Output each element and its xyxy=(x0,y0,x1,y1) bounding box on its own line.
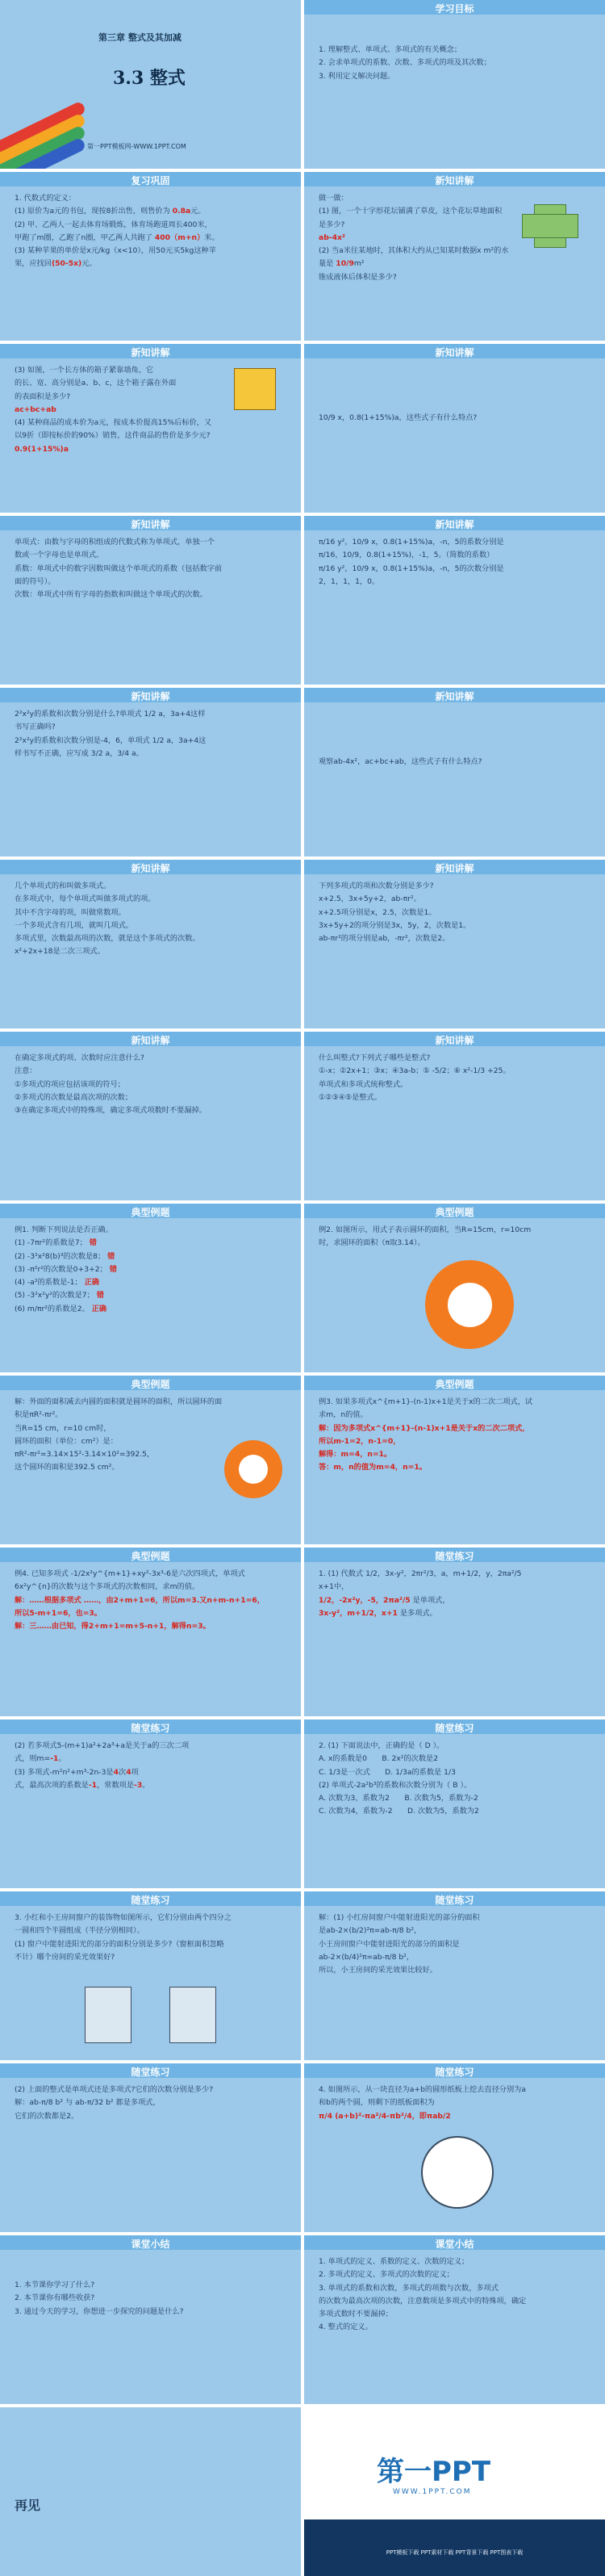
slide-content xyxy=(15,1912,291,1965)
line: 它们的次数都是2。 xyxy=(15,2111,79,2121)
line: 1/2，-2x²y，-5，2πa²/5 是单项式， xyxy=(319,1595,450,1605)
slide-content xyxy=(319,1740,595,1820)
line: 1. 单项式的定义、系数的定义、次数的定义； xyxy=(319,2257,469,2266)
line: ①多项式的项应包括该项的符号； xyxy=(15,1079,125,1089)
slide-content xyxy=(15,881,291,960)
line: 其中不含字母的项，叫做常数项。 xyxy=(15,907,126,917)
circle-figure xyxy=(421,2136,494,2209)
line: 所以，小王房间的采光效果比较好。 xyxy=(319,1966,437,1975)
line: 2²x²y的系数和次数分别是什么?单项式 1/2 a，3a+4这样 xyxy=(15,710,206,718)
slide-content xyxy=(319,756,595,769)
line: 数或一个字母也是单项式。 xyxy=(15,551,104,560)
line: 2. 本节课你有哪些收获? xyxy=(15,2293,95,2303)
goal-1: 1. 理解整式、单项式、多项式的有关概念； xyxy=(319,45,462,54)
slide-header: 典型例题 xyxy=(131,1551,170,1562)
line: 式，则m=-1。 xyxy=(15,1754,66,1764)
line: C. 次数为4，系数为-2 D. 次数为5，系数为2 xyxy=(319,1807,479,1816)
line: 是多少? xyxy=(319,220,345,229)
line: 甲跑了m圈，乙跑了n圈，甲乙两人共跑了 400（m+n）米。 xyxy=(15,232,219,242)
slide-header: 典型例题 xyxy=(131,1207,170,1218)
line: C. 1/3是一次式 D. 1/3a的系数是 1/3 xyxy=(319,1767,456,1777)
slide-header: 典型例题 xyxy=(131,1379,170,1390)
slide-new-knowledge-8 xyxy=(0,860,301,1028)
brand-logo: 第一PPT xyxy=(377,2456,491,2488)
line: ab-2×(b/4)²π=ab-π/8 b²， xyxy=(319,1952,415,1962)
line: 观察ab-4x²，ac+bc+ab，这些式子有什么特点? xyxy=(319,757,482,766)
slide-content xyxy=(15,537,291,602)
slide-header: 随堂练习 xyxy=(435,1551,474,1562)
box-figure xyxy=(234,368,276,410)
slide-practice-7 xyxy=(304,2063,605,2232)
slide-header: 复习巩固 xyxy=(131,175,170,186)
line: 单项式：由数与字母的积组成的代数式称为单项式，单独一个 xyxy=(15,538,215,547)
line: 注意： xyxy=(15,1066,37,1076)
line: (1) 图，一个十字形花坛铺满了草皮，这个花坛草地面积 xyxy=(319,207,503,216)
goal-2: 2. 会求单项式的系数、次数、多项式的项及其次数； xyxy=(319,58,491,68)
line: 面的符号）。 xyxy=(15,576,56,586)
slide-content xyxy=(15,1053,291,1118)
line: (1) -7πr²的系数是7； 错 xyxy=(15,1238,97,1248)
slide-content xyxy=(319,44,595,84)
line: 解：外面的面积减去内圆的面积就是圆环的面积，所以圆环的面 xyxy=(15,1397,223,1406)
line: 不计）哪个房间的采光效果好? xyxy=(15,1952,115,1962)
line: 在多项式中，每个单项式叫做多项式的项。 xyxy=(15,894,156,904)
line: (3) 如图，一个长方体的箱子紧靠墙角，它 xyxy=(15,366,154,375)
line: 圆环的面积（单位：cm²）是： xyxy=(15,1436,118,1446)
line: A. 次数为3，系数为2 B. 次数为5，系数为-2 xyxy=(319,1794,478,1803)
slide-header: 典型例题 xyxy=(435,1207,474,1218)
slide-header: 新知讲解 xyxy=(131,691,170,702)
ring-figure xyxy=(425,1260,514,1349)
slide-header: 课堂小结 xyxy=(131,2239,170,2250)
line: (3) 多项式-m²n²+m³-2n-3是4次4项 xyxy=(15,1767,139,1777)
line: 1. 代数式的定义： xyxy=(15,194,76,203)
line: (2) 单项式-2a²b³的系数和次数分别为（ B ）。 xyxy=(319,1780,472,1790)
slide-header: 随堂练习 xyxy=(131,1723,170,1734)
line: 例4. 已知多项式 -1/2x²y^{m+1}+xy²-3x³-6是六次四项式，单项式 xyxy=(15,1569,245,1578)
line: 所以5-m+1=6，也=3。 xyxy=(15,1608,102,1618)
slide-new-knowledge-7 xyxy=(304,688,605,857)
answer: ac+bc+ab xyxy=(15,404,56,414)
line: 10/9 x，0.8(1+15%)a，这些式子有什么特点? xyxy=(319,413,478,422)
chapter-title: 第三章 整式及其加减 xyxy=(98,32,182,43)
line: 当R=15 cm，r=10 cm时， xyxy=(15,1423,111,1433)
line: 一个多项式含有几项，就叫几项式。 xyxy=(15,920,133,930)
slide-review xyxy=(0,172,301,341)
line: 3. 小红和小王房间窗户的装饰物如图所示，它们分别由两个四分之 xyxy=(15,1913,232,1922)
line: (1) 原价为a元的书包，现按8折出售，则售价为 0.8a元。 xyxy=(15,207,206,216)
line: 所以m-1=2，n-1=0， xyxy=(319,1436,401,1446)
answer: 0.9(1+15%)a xyxy=(15,444,69,454)
slide-header: 随堂练习 xyxy=(435,1895,474,1906)
line: 书写正确吗? xyxy=(15,723,56,732)
line: (6) m/πr²的系数是2。 正确 xyxy=(15,1304,107,1313)
slide-new-knowledge-3 xyxy=(304,344,605,513)
line: x²+2x+18是二次三项式。 xyxy=(15,947,105,957)
slide-example-4 xyxy=(304,1376,605,1544)
slide-content xyxy=(319,881,595,946)
slide-new-knowledge-5 xyxy=(304,516,605,685)
slide-new-knowledge-10 xyxy=(0,1032,301,1200)
slide-new-knowledge-2 xyxy=(0,344,301,513)
line: 3x-y²，m+1/2，x+1 是多项式。 xyxy=(319,1608,437,1618)
line: x+1中， xyxy=(319,1582,349,1592)
line: 求m，n的值。 xyxy=(319,1410,368,1420)
slide-new-knowledge-4 xyxy=(0,516,301,685)
line: 多项式数时不要漏掉； xyxy=(319,2310,393,2318)
line: 答：m，n的值为m=4，n=1。 xyxy=(319,1463,427,1472)
slide-header: 典型例题 xyxy=(435,1379,474,1390)
answer: π/4 (a+b)²-πa²/4-πb²/4，即πab/2 xyxy=(319,2111,451,2121)
line: (2) 当a米往某地时，其体积大约从已知某时数据x m²的水 xyxy=(319,246,509,255)
slide-brand xyxy=(304,2407,605,2576)
line: 系数：单项式中的数字因数叫做这个单项式的系数（包括数字前 xyxy=(15,563,223,573)
slide-content xyxy=(319,1225,595,1251)
line: 量是 10/9m² xyxy=(319,259,365,269)
slide-content xyxy=(319,413,595,425)
line: 解得：m=4，n=1。 xyxy=(319,1450,392,1459)
line: (2) -3²x²8(b)³的次数是8； 错 xyxy=(15,1251,115,1261)
line: 2. 多项式的定义、多项式的次数的定义； xyxy=(319,2270,454,2280)
line: 2²x²y的系数和次数分别是-4，6，单项式 1/2 a，3a+4这 xyxy=(15,735,207,745)
brand-url: WWW.1PPT.COM xyxy=(393,2488,472,2496)
slide-content xyxy=(15,193,291,272)
slide-practice-6 xyxy=(0,2063,301,2232)
line: A. x的系数是0 B. 2x²的次数是2 xyxy=(319,1754,439,1764)
slide-content xyxy=(319,1912,595,1978)
slide-content xyxy=(319,2084,595,2124)
slide-content xyxy=(319,1053,595,1105)
slide-learning-goal xyxy=(304,0,605,169)
line: 解：三……由已知，得2+m+1=m+5-n+1，解得n=3。 xyxy=(15,1622,211,1631)
line: x+2.5项分别是x，2.5，次数是1。 xyxy=(319,907,436,917)
line: 1. (1) 代数式 1/2，3x-y²，2πr²/3，a，m+1/2，y，2πa²/5 xyxy=(319,1569,522,1578)
line: 3. 单项式的系数和次数，多项式的项数与次数，多项式 xyxy=(319,2283,499,2293)
slide-header: 随堂练习 xyxy=(435,1723,474,1734)
slide-content xyxy=(319,2256,595,2335)
slide-header: 新知讲解 xyxy=(435,863,474,874)
slide-header: 新知讲解 xyxy=(435,691,474,702)
line: 4. 整式的定义。 xyxy=(319,2323,373,2332)
line: 这个圆环的面积是392.5 cm²。 xyxy=(15,1463,119,1472)
line: 一圆和四个半圆组成（半径分别相同）。 xyxy=(15,1926,144,1936)
line: (2) 甲、乙两人一起去体育场锻炼，体育场跑道周长400米， xyxy=(15,220,212,229)
line: 的长、宽、高分别是a、b、c，这个箱子露在外面 xyxy=(15,379,177,388)
line: ①②③④⑤是整式。 xyxy=(319,1092,382,1102)
slide-header: 新知讲解 xyxy=(131,863,170,874)
line: 单项式和多项式统称整式。 xyxy=(319,1079,408,1089)
brand-panel-text: PPT模板下载 PPT素材下载 PPT背景下载 PPT图表下载 xyxy=(386,2549,524,2556)
line: 2. (1) 下面说法中，正确的是（ D ）。 xyxy=(319,1741,444,1750)
line: 在确定多项式的项、次数时应注意什么? xyxy=(15,1053,145,1062)
slide-header: 新知讲解 xyxy=(131,1035,170,1046)
slide-content xyxy=(15,1569,291,1634)
line: 式，最高次项的系数是-1，常数项是-3。 xyxy=(15,1780,150,1790)
slide-header: 随堂练习 xyxy=(131,1895,170,1906)
line: 以9折（即按标价的90%）销售，这件商品的售价是多少元? xyxy=(15,431,211,441)
slide-content xyxy=(15,2084,291,2124)
line: 是ab-2×(b/2)²π=ab-π/8 b²， xyxy=(319,1926,422,1936)
goodbye-text: 再见 xyxy=(15,2498,41,2513)
line: 做一做： xyxy=(319,194,348,203)
line: πR²-πr²=3.14×15²-3.14×10²=392.5， xyxy=(15,1450,155,1459)
line: 解：ab-π/8 b² 与 ab-π/32 b² 都是多项式， xyxy=(15,2098,161,2108)
line: 4. 如图所示，从一块直径为a+b的圆形纸板上挖去直径分别为a xyxy=(319,2085,526,2094)
slide-example-2 xyxy=(304,1204,605,1372)
slide-content xyxy=(319,1569,595,1621)
slide-content xyxy=(319,1397,595,1476)
line: 解：……根据多项式 ……，由2+m+1=6，所以m=3.又n+m-n+1=6， xyxy=(15,1595,265,1605)
slide-header: 新知讲解 xyxy=(131,347,170,358)
line: 样书写不正确，应写成 3/2 a，3/4 a。 xyxy=(15,748,144,758)
slide-practice-2 xyxy=(0,1719,301,1888)
goal-3: 3. 利用定义解决问题。 xyxy=(319,71,395,81)
slide-header: 新知讲解 xyxy=(435,1035,474,1046)
line: 解：(1) 小红房间窗户中能射进阳光的部分的面积 xyxy=(319,1913,480,1922)
slide-header: 新知讲解 xyxy=(435,347,474,358)
line: π/16 y²，10/9 x，0.8(1+15%)a，-n，5的次数分别是 xyxy=(319,563,504,573)
line: 积是πR²-πr²。 xyxy=(15,1410,63,1420)
slide-header: 新知讲解 xyxy=(131,519,170,530)
line: ②多项式的次数是最高次项的次数； xyxy=(15,1092,133,1102)
line: 2，1，1，1，0。 xyxy=(319,576,380,586)
slide-practice-3 xyxy=(304,1719,605,1888)
line: 的表面积是多少? xyxy=(15,392,71,401)
line: (4) -a²的系数是-1； 正确 xyxy=(15,1278,99,1287)
slide-content xyxy=(15,2280,291,2319)
line: ③在确定多项式中的特殊项，确定多项式项数时不要漏掉。 xyxy=(15,1106,207,1115)
slide-content xyxy=(15,709,291,761)
slide-goodbye xyxy=(0,2407,301,2576)
slide-example-1 xyxy=(0,1204,301,1372)
slide-header: 新知讲解 xyxy=(435,519,474,530)
line: 例1. 判断下列说法是否正确。 xyxy=(15,1225,113,1234)
line: (2) 若多项式5-(m+1)a²+2a³+a是关于a的三次二项 xyxy=(15,1741,190,1750)
slide-content xyxy=(319,537,595,589)
line: 什么叫整式?下列式子哪些是整式? xyxy=(319,1053,431,1062)
slide-new-knowledge-11 xyxy=(304,1032,605,1200)
slide-new-knowledge-9 xyxy=(304,860,605,1028)
line: 1. 本节课你学习了什么? xyxy=(15,2281,95,2289)
window-figure-1 xyxy=(85,1987,131,2043)
line: π/16，10/9，0.8(1+15%)，-1，5。（简数的系数） xyxy=(319,551,494,560)
slide-header: 随堂练习 xyxy=(435,2067,474,2078)
slide-summary-2 xyxy=(304,2235,605,2404)
line: (4) 某种商品的成本价为a元，按成本价提高15%后标价，又 xyxy=(15,418,212,427)
line: ①-x；②2x+1；③x；④3a-b；⑤ -5/2；⑥ x²-1/3 +25。 xyxy=(319,1066,511,1076)
line: 下列多项式的项和次数分别是多少? xyxy=(319,882,434,890)
slide-content xyxy=(15,1225,291,1317)
line: 小王房间窗户中能射进阳光的部分的面积是 xyxy=(319,1939,460,1949)
slide-header: 随堂练习 xyxy=(131,2067,170,2078)
line: 3. 通过今天的学习，你想进一步探究的问题是什么? xyxy=(15,2306,184,2316)
ring-figure xyxy=(224,1440,282,1498)
slide-practice-5 xyxy=(304,1891,605,2060)
cross-figure xyxy=(522,204,578,248)
slide-practice-1 xyxy=(304,1548,605,1716)
line: 时，求圆环的面积（π取3.14）。 xyxy=(319,1238,425,1248)
line: (3) -π²r²的次数是0+3+2； 错 xyxy=(15,1264,117,1274)
window-figure-2 xyxy=(169,1987,216,2043)
line: 3x+5y+2的项分别是3x，5y，2，次数是1。 xyxy=(319,920,471,930)
line: (5) -3²x²y²的次数是7； 错 xyxy=(15,1291,104,1301)
slide-content xyxy=(15,1740,291,1793)
line: x+2.5，3x+5y+2，ab-πr²。 xyxy=(319,894,421,904)
brand-panel xyxy=(304,2519,605,2576)
line: 几个单项式的和叫做多项式。 xyxy=(15,882,111,890)
main-title: 3.3 整式 xyxy=(113,68,186,89)
line: 例3. 如果多项式x^{m+1}-(n-1)x+1是关于x的二次二项式，试 xyxy=(319,1397,533,1406)
line: 6x²y^{n}的次数与这个多项式的次数相同，求m的值。 xyxy=(15,1582,200,1592)
line: 锥成液体后体积是多少? xyxy=(319,272,397,282)
line: (1) 窗户中能射进阳光的部分的面积分别是多少?（窗框面积忽略 xyxy=(15,1939,224,1949)
slide-header: 新知讲解 xyxy=(435,175,474,186)
line: 的次数为最高次项的次数，注意数项是多项式中的特殊项，确定 xyxy=(319,2296,527,2306)
line: 次数：单项式中所有字母的指数和叫做这个单项式的次数。 xyxy=(15,590,207,599)
line: 解：因为多项式x^{m+1}-(n-1)x+1是关于x的二次二项式， xyxy=(319,1423,530,1433)
line: 例2. 如图所示，用式子表示圆环的面积，当R=15cm，r=10cm xyxy=(319,1225,532,1234)
slide-new-knowledge-1 xyxy=(304,172,605,341)
line: 和b的两个圆，则剩下的纸板面积为 xyxy=(319,2098,435,2108)
slide-practice-4 xyxy=(0,1891,301,2060)
line: (2) 上面的整式是单项式还是多项式?它们的次数分别是多少? xyxy=(15,2085,214,2094)
slide-header: 课堂小结 xyxy=(435,2239,474,2250)
line: (3) 某种苹果的单价是x元/kg（x<10），用50元买5kg这种苹 xyxy=(15,246,216,255)
answer: ab-4x² xyxy=(319,232,345,242)
line: 果，应找回(50-5x)元。 xyxy=(15,259,97,269)
line: 多项式里，次数最高项的次数，就是这个多项式的次数。 xyxy=(15,934,200,943)
slide-header: 学习目标 xyxy=(435,3,474,15)
line: π/16 y²，10/9 x，0.8(1+15%)a，-n，5的系数分别是 xyxy=(319,538,504,547)
slide-example-5 xyxy=(0,1548,301,1716)
line: ab-πr²的项分别是ab，-πr²，次数是2。 xyxy=(319,934,450,943)
slide-title xyxy=(0,0,301,169)
template-url: 第一PPT模板网-WWW.1PPT.COM xyxy=(87,143,186,150)
slide-example-3 xyxy=(0,1376,301,1544)
slide-summary-1 xyxy=(0,2235,301,2404)
slide-new-knowledge-6 xyxy=(0,688,301,857)
